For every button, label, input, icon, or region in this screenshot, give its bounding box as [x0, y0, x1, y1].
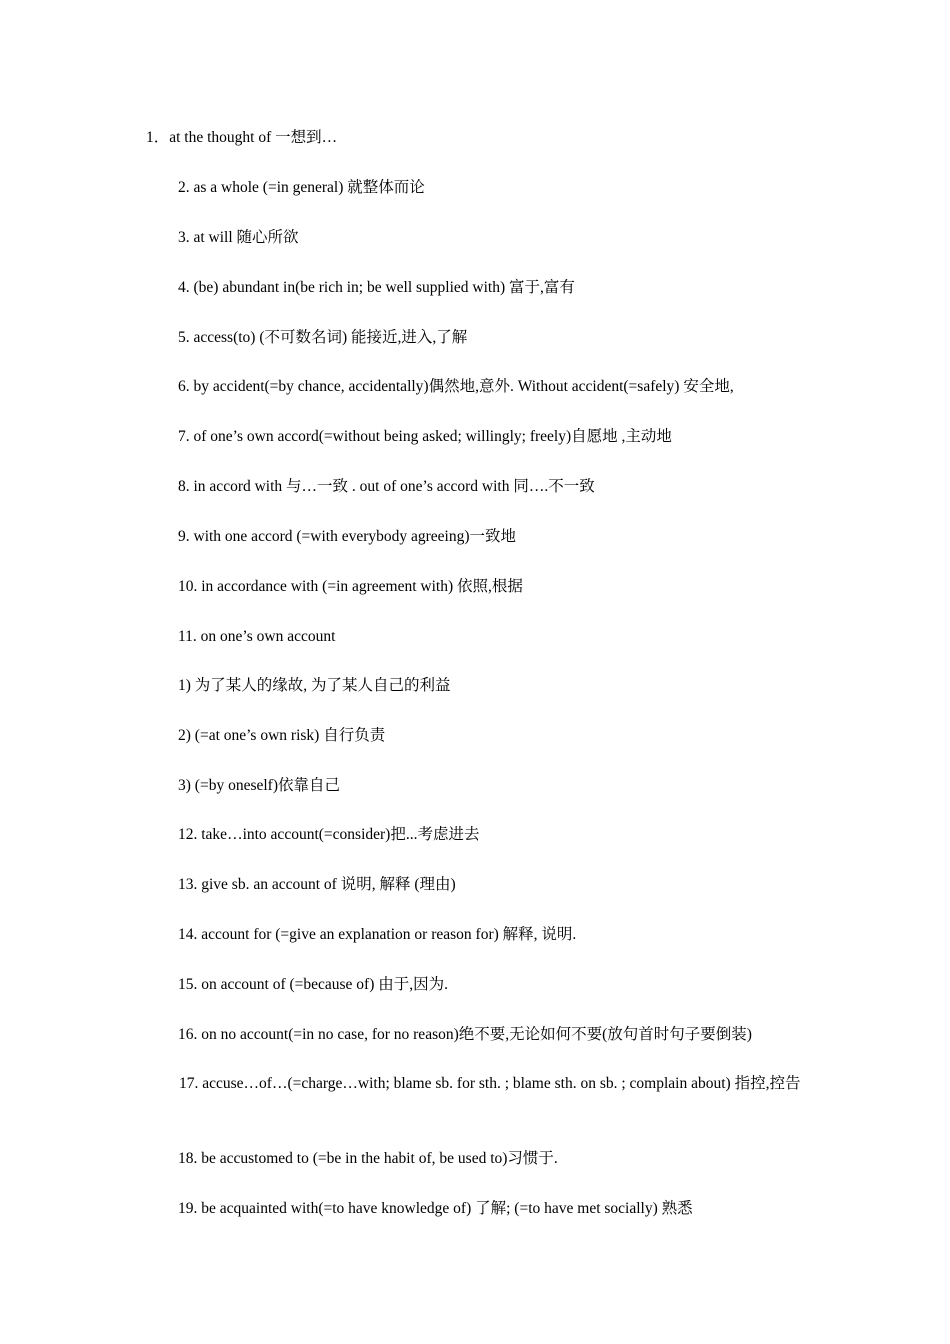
phrase-line-9: 9. with one accord (=with everybody agreeing)一致地: [178, 528, 517, 545]
phrase-line-4: 4. (be) abundant in(be rich in; be well supplied with) 富于,富有: [178, 279, 575, 296]
phrase-line-7: 7. of one’s own accord(=without being asked; willingly; freely)自愿地 ,主动地: [178, 428, 672, 445]
phrase-line-19: 19. be acquainted with(=to have knowledge of) 了解; (=to have met socially) 熟悉: [178, 1200, 693, 1217]
phrase-line-16: 16. on no account(=in no case, for no reason)绝不要,无论如何不要(放句首时句子要倒装): [178, 1026, 752, 1043]
phrase-line-15: 15. on account of (=because of) 由于,因为.: [178, 976, 449, 993]
phrase-line-14: 14. account for (=give an explanation or reason for) 解释, 说明.: [178, 926, 577, 943]
phrase-line-8: 8. in accord with 与…一致 . out of one’s accord with 同….不一致: [178, 478, 595, 495]
phrase-line-3: 3. at will 随心所欲: [178, 229, 299, 246]
phrase-line-1: 1．at the thought of 一想到…: [146, 129, 338, 146]
phrase-line-13: 13. give sb. an account of 说明, 解释 (理由): [178, 876, 456, 893]
phrase-subitem-3: 3) (=by oneself)依靠自己: [178, 777, 340, 794]
phrase-line-10: 10. in accordance with (=in agreement with) 依照,根据: [178, 578, 523, 595]
phrase-line-2: 2. as a whole (=in general) 就整体而论: [178, 179, 425, 196]
phrase-subitem-1: 1) 为了某人的缘故, 为了某人自己的利益: [178, 677, 451, 694]
phrase-line-5: 5. access(to) (不可数名词) 能接近,进入,了解: [178, 329, 468, 346]
phrase-line-18: 18. be accustomed to (=be in the habit of, be used to)习惯于.: [178, 1150, 558, 1167]
phrase-line-12: 12. take…into account(=consider)把...考虑进去: [178, 826, 480, 843]
phrase-line-17: 17. accuse…of…(=charge…with; blame sb. for sth. ; blame sth. on sb. ; complain about) 指控,控告: [179, 1075, 801, 1092]
phrase-line-6: 6. by accident(=by chance, accidentally)偶然地,意外. Without accident(=safely) 安全地,: [178, 378, 734, 395]
phrase-subitem-2: 2) (=at one’s own risk) 自行负责: [178, 727, 386, 744]
phrase-line-11: 11. on one’s own account: [178, 628, 336, 645]
